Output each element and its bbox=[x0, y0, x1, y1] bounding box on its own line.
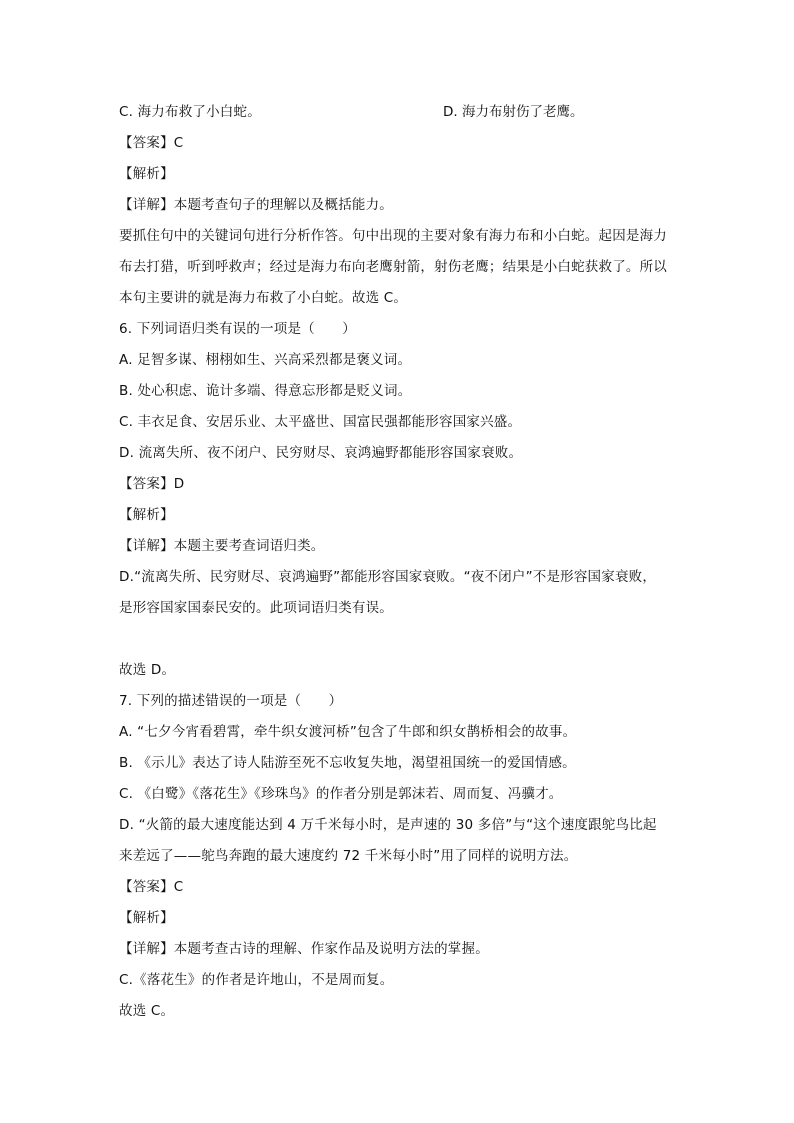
option-b-q7: B. 《示儿》表达了诗人陆游至死不忘收复失地，渴望祖国统一的爱国情感。 bbox=[119, 755, 576, 771]
question-6: 6. 下列词语归类有误的一项是（ ） bbox=[119, 321, 356, 337]
answer-q5: 【答案】C bbox=[119, 135, 184, 151]
explanation-q6-line1: D.“流离失所、民穷财尽、哀鸿遍野”都能形容国家衰败。“夜不闭户”不是形容国家衰败， bbox=[119, 569, 657, 585]
answer-q6: 【答案】D bbox=[119, 476, 185, 492]
conclusion-q6: 故选 D。 bbox=[119, 662, 176, 678]
option-c-q6: C. 丰衣足食、安居乐业、太平盛世、国富民强都能形容国家兴盛。 bbox=[119, 414, 522, 430]
question-7: 7. 下列的描述错误的一项是（ ） bbox=[119, 693, 343, 709]
explanation-q7: C.《落花生》的作者是许地山，不是周而复。 bbox=[119, 972, 394, 988]
option-d-q7-line2: 来差远了——鸵鸟奔跑的最大速度约 72 千米每小时”用了同样的说明方法。 bbox=[119, 848, 578, 864]
detail-q6: 【详解】本题主要考查词语归类。 bbox=[119, 538, 325, 554]
option-d-q7-line1: D. “火箭的最大速度能达到 4 万千米每小时，是声速的 30 多倍”与“这个速度跟鸵鸟比起 bbox=[119, 817, 657, 833]
option-a-q7: A. “七夕今宵看碧霄，牵牛织女渡河桥”包含了牛郎和织女鹊桥相会的故事。 bbox=[119, 724, 577, 740]
conclusion-q7: 故选 C。 bbox=[119, 1003, 175, 1019]
detail-q5: 【详解】本题考查句子的理解以及概括能力。 bbox=[119, 197, 393, 213]
option-d-q6: D. 流离失所、夜不闭户、民穷财尽、哀鸿遍野都能形容国家衰败。 bbox=[119, 445, 523, 461]
option-c-q7: C. 《白鹭》《落花生》《珍珠鸟》的作者分别是郭沫若、周而复、冯骥才。 bbox=[119, 786, 563, 802]
option-a-q6: A. 足智多谋、栩栩如生、兴高采烈都是褒义词。 bbox=[119, 352, 412, 368]
explanation-q5-line3: 本句主要讲的就是海力布救了小白蛇。故选 C。 bbox=[119, 290, 408, 306]
explanation-q5-line2: 布去打猎，听到呼救声；经过是海力布向老鹰射箭，射伤老鹰；结果是小白蛇获救了。所以 bbox=[119, 259, 667, 275]
answer-q7: 【答案】C bbox=[119, 879, 184, 895]
detail-q7: 【详解】本题考查古诗的理解、作家作品及说明方法的掌握。 bbox=[119, 941, 489, 957]
explanation-q6-line2: 是形容国家国泰民安的。此项词语归类有误。 bbox=[119, 600, 393, 616]
analysis-heading-q5: 【解析】 bbox=[119, 166, 174, 182]
option-d-q5: D. 海力布射伤了老鹰。 bbox=[443, 104, 584, 120]
option-c-q5: C. 海力布救了小白蛇。 bbox=[119, 104, 261, 120]
analysis-heading-q6: 【解析】 bbox=[119, 507, 174, 523]
explanation-q5-line1: 要抓住句中的关键词句进行分析作答。句中出现的主要对象有海力布和小白蛇。起因是海力 bbox=[119, 228, 667, 244]
analysis-heading-q7: 【解析】 bbox=[119, 910, 174, 926]
option-b-q6: B. 处心积虑、诡计多端、得意忘形都是贬义词。 bbox=[119, 383, 412, 399]
